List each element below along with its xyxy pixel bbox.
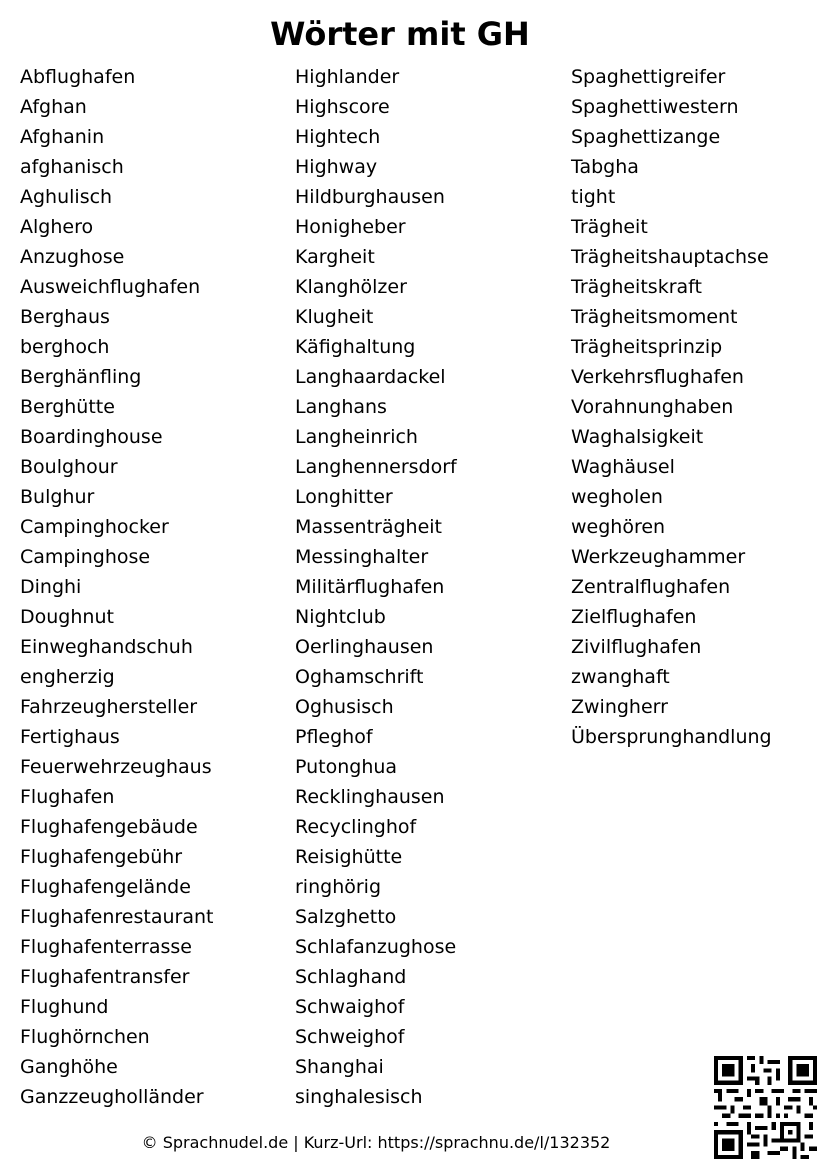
word-item: Langhaardackel [295,366,446,388]
word-item: Oghamschrift [295,666,424,688]
word-item: Highlander [295,66,400,88]
word-item: Shanghai [295,1056,384,1078]
word-item: Berghütte [20,396,115,418]
word-item: Übersprunghandlung [571,726,772,748]
word-item: Trägheitshauptachse [571,246,769,268]
word-item: Schlafanzughose [295,936,457,958]
word-item: Langheinrich [295,426,418,448]
word-item: wegholen [571,486,663,508]
word-item: Aghulisch [20,186,113,208]
word-item: Spaghettiwestern [571,96,739,118]
word-item: Oghusisch [295,696,394,718]
word-item: Reisighütte [295,846,403,868]
word-item: zwanghaft [571,666,670,688]
word-item: Salzghetto [295,906,397,928]
word-column-1 [20,62,213,1112]
word-item: Flughund [20,996,109,1018]
footer-credit: © Sprachnudel.de | Kurz-Url: https://sprachnu.de/l/132352 [141,1133,611,1152]
word-item: Zielflughafen [571,606,697,628]
word-item: engherzig [20,666,115,688]
word-item: Messinghalter [295,546,429,568]
word-item: Bulghur [20,486,95,508]
word-item: Dinghi [20,576,82,598]
word-item: Trägheitsmoment [571,306,738,328]
word-item: Anzughose [20,246,125,268]
word-item: Schlaghand [295,966,407,988]
word-item: Hightech [295,126,381,148]
word-item: Tabgha [571,156,639,178]
word-item: Klanghölzer [295,276,407,298]
word-item: Honigheber [295,216,406,238]
word-item: Flughafen [20,786,115,808]
word-item: Spaghettizange [571,126,721,148]
word-item: Highscore [295,96,390,118]
word-item: Zwingherr [571,696,668,718]
word-item: Highway [295,156,378,178]
word-item: Schwaighof [295,996,405,1018]
word-item: Langhans [295,396,387,418]
word-item: Waghalsigkeit [571,426,704,448]
word-item: Militärflughafen [295,576,445,598]
word-item: Abflughafen [20,66,136,88]
word-item: weghören [571,516,666,538]
word-item: Waghäusel [571,456,675,478]
word-item: Werkzeughammer [571,546,746,568]
word-item: Campinghose [20,546,151,568]
word-item: Trägheit [571,216,648,238]
word-item: Flughafenterrasse [20,936,192,958]
word-item: Feuerwehrzeughaus [20,756,212,778]
word-item: Zivilflughafen [571,636,702,658]
word-item: Berghänfling [20,366,142,388]
word-item: Trägheitsprinzip [571,336,723,358]
word-item: berghoch [20,336,110,358]
word-item: Zentralflughafen [571,576,731,598]
word-item: singhalesisch [295,1086,423,1108]
word-item: Kargheit [295,246,375,268]
word-item: Recklinghausen [295,786,445,808]
word-item: Fertighaus [20,726,120,748]
word-item: Klugheit [295,306,374,328]
word-item: Ganghöhe [20,1056,118,1078]
word-item: Fahrzeughersteller [20,696,198,718]
word-item: Boulghour [20,456,118,478]
word-item: Berghaus [20,306,110,328]
word-item: Doughnut [20,606,114,628]
word-item: Longhitter [295,486,393,508]
word-item: afghanisch [20,156,124,178]
word-item: Flughafengelände [20,876,191,898]
word-item: Langhennersdorf [295,456,457,478]
word-item: Oerlinghausen [295,636,434,658]
word-item: Alghero [20,216,94,238]
word-item: Campinghocker [20,516,169,538]
word-item: tight [571,186,616,208]
page-title: Wörter mit GH [270,15,530,53]
word-item: Flughafenrestaurant [20,906,214,928]
word-item: Ausweichflughafen [20,276,201,298]
word-item: Nightclub [295,606,386,628]
word-item: Flughörnchen [20,1026,150,1048]
word-item: Recyclinghof [295,816,417,838]
word-item: ringhörig [295,876,382,898]
word-item: Massenträgheit [295,516,442,538]
word-item: Putonghua [295,756,398,778]
word-item: Flughafengebühr [20,846,183,868]
word-item: Flughafengebäude [20,816,198,838]
word-item: Trägheitskraft [571,276,702,298]
word-item: Afghan [20,96,87,118]
word-item: Afghanin [20,126,105,148]
word-item: Pfleghof [295,726,373,748]
word-item: Einweghandschuh [20,636,193,658]
word-column-3 [571,62,772,752]
qr-code-icon [714,1056,817,1159]
word-item: Ganzzeugholländer [20,1086,204,1108]
word-item: Schweighof [295,1026,405,1048]
word-item: Flughafentransfer [20,966,190,988]
word-item: Käfighaltung [295,336,416,358]
word-column-2 [295,62,457,1112]
word-item: Hildburghausen [295,186,445,208]
word-item: Verkehrsflughafen [571,366,744,388]
word-item: Spaghettigreifer [571,66,726,88]
word-item: Vorahnunghaben [571,396,734,418]
word-item: Boardinghouse [20,426,163,448]
